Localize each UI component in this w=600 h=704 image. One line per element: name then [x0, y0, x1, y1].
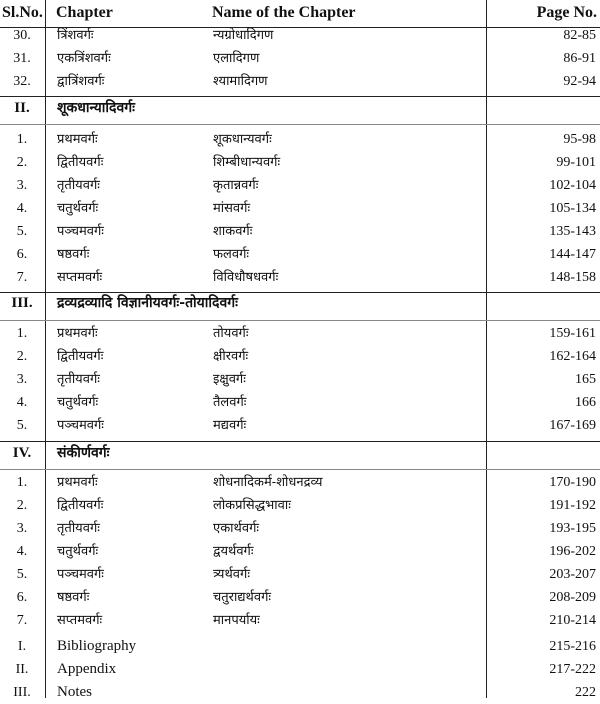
- toc-row: [0, 197, 600, 220]
- sl-no: I.: [17, 639, 27, 654]
- chapter-cell: पञ्चमवर्गः: [57, 224, 104, 239]
- page-number-cell: 210-214: [549, 613, 596, 628]
- page-number-cell: 86-91: [563, 51, 596, 66]
- sl-no: 1.: [16, 475, 28, 490]
- header-page-no: Page No.: [536, 4, 597, 21]
- chapter-name-cell: द्वयर्थवर्गः: [213, 544, 254, 559]
- toc-row: [0, 681, 600, 704]
- toc-row: [0, 494, 600, 517]
- page-number-cell: 105-134: [549, 201, 596, 216]
- chapter-name-cell: क्षीरवर्गः: [213, 349, 249, 364]
- toc-row: [0, 609, 600, 632]
- chapter-cell: चतुर्थवर्गः: [57, 395, 99, 410]
- page-number-cell: 165: [575, 372, 596, 387]
- section-rule: [0, 96, 600, 97]
- sl-no: 3.: [16, 372, 28, 387]
- toc-row: [0, 563, 600, 586]
- page-number-cell: 135-143: [549, 224, 596, 239]
- chapter-cell: त्रिंशवर्गः: [57, 28, 94, 43]
- chapter-cell: एकत्रिंशवर्गः: [57, 51, 111, 66]
- section-underline: [0, 469, 600, 470]
- page-number-cell: 99-101: [556, 155, 596, 170]
- sl-no: II.: [15, 662, 29, 677]
- chapter-name-cell: त्र्यर्थवर्गः: [213, 567, 250, 582]
- sl-no: 2.: [16, 155, 28, 170]
- section-row: [0, 442, 600, 465]
- sl-no: 6.: [16, 590, 28, 605]
- chapter-name-cell: श्यामादिगण: [213, 74, 268, 89]
- sl-no: 7.: [16, 613, 28, 628]
- toc-row: [0, 220, 600, 243]
- chapter-name-cell: चतुराद्यर्थवर्गः: [213, 590, 272, 605]
- header-sl-no: Sl.No.: [2, 4, 43, 21]
- section-title: संकीर्णवर्गः: [57, 445, 110, 461]
- chapter-name-cell: शिम्बीधान्यवर्गः: [213, 155, 281, 170]
- page-number-cell: 196-202: [549, 544, 596, 559]
- page-number-cell: 95-98: [563, 132, 596, 147]
- header-chapter: Chapter: [56, 4, 113, 21]
- chapter-cell: तृतीयवर्गः: [57, 521, 100, 536]
- chapter-name-cell: इक्षुवर्गः: [213, 372, 246, 387]
- page-number-cell: 102-104: [549, 178, 596, 193]
- page-number-cell: 92-94: [563, 74, 596, 89]
- chapter-name-cell: मद्यवर्गः: [213, 418, 247, 433]
- section-underline: [0, 124, 600, 125]
- page-number-cell: 203-207: [549, 567, 596, 582]
- page-number-cell: 191-192: [549, 498, 596, 513]
- chapter-cell: प्रथमवर्गः: [57, 475, 98, 490]
- section-underline: [0, 320, 600, 321]
- toc-row: [0, 128, 600, 151]
- section-rule: [0, 292, 600, 293]
- sl-no: 4.: [16, 544, 28, 559]
- page-number-cell: 144-147: [549, 247, 596, 262]
- section-title: शूकधान्यादिवर्गः: [57, 100, 135, 116]
- sl-no: III.: [11, 295, 33, 311]
- chapter-name-cell: तैलवर्गः: [213, 395, 247, 410]
- section-rule: [0, 441, 600, 442]
- toc-row: [0, 47, 600, 70]
- page-number-cell: 82-85: [563, 28, 596, 43]
- chapter-cell: पञ्चमवर्गः: [57, 567, 104, 582]
- toc-row: [0, 70, 600, 93]
- chapter-cell: द्वितीयवर्गः: [57, 498, 104, 513]
- chapter-cell: पञ्चमवर्गः: [57, 418, 104, 433]
- chapter-cell: चतुर्थवर्गः: [57, 544, 99, 559]
- chapter-cell: षष्ठवर्गः: [57, 247, 90, 262]
- chapter-cell: Notes: [57, 684, 92, 700]
- sl-no: 5.: [16, 567, 28, 582]
- toc-row: [0, 174, 600, 197]
- chapter-cell: प्रथमवर्गः: [57, 132, 98, 147]
- page-number-cell: 215-216: [549, 639, 596, 654]
- chapter-cell: तृतीयवर्गः: [57, 372, 100, 387]
- toc-row: [0, 322, 600, 345]
- chapter-cell: द्वात्रिंशवर्गः: [57, 74, 105, 89]
- toc-row: [0, 658, 600, 681]
- toc-row: [0, 24, 600, 47]
- section-row: [0, 292, 600, 315]
- page-number-cell: 166: [575, 395, 596, 410]
- page-number-cell: 208-209: [549, 590, 596, 605]
- chapter-name-cell: एलादिगण: [213, 51, 260, 66]
- sl-no: 1.: [16, 132, 28, 147]
- sl-no: 6.: [16, 247, 28, 262]
- chapter-name-cell: कृतान्नवर्गः: [213, 178, 259, 193]
- toc-row: [0, 243, 600, 266]
- section-row: [0, 97, 600, 120]
- chapter-cell: Appendix: [57, 661, 117, 677]
- chapter-name-cell: फलवर्गः: [213, 247, 250, 262]
- chapter-cell: षष्ठवर्गः: [57, 590, 90, 605]
- toc-row: [0, 266, 600, 289]
- page-number-cell: 170-190: [549, 475, 596, 490]
- chapter-cell: सप्तमवर्गः: [57, 613, 103, 628]
- chapter-cell: सप्तमवर्गः: [57, 270, 103, 285]
- page-number-cell: 193-195: [549, 521, 596, 536]
- sl-no: 4.: [16, 395, 28, 410]
- chapter-cell: द्वितीयवर्गः: [57, 155, 104, 170]
- sl-no: 31.: [13, 51, 31, 66]
- toc-row: [0, 391, 600, 414]
- toc-row: [0, 345, 600, 368]
- toc-row: [0, 540, 600, 563]
- sl-no: 1.: [16, 326, 28, 341]
- chapter-cell: चतुर्थवर्गः: [57, 201, 99, 216]
- chapter-name-cell: तोयवर्गः: [213, 326, 249, 341]
- sl-no: II.: [14, 100, 30, 116]
- toc-row: [0, 586, 600, 609]
- page-number-cell: 217-222: [549, 662, 596, 677]
- sl-no: 30.: [13, 28, 31, 43]
- toc-row: [0, 151, 600, 174]
- sl-no: IV.: [12, 445, 32, 461]
- chapter-name-cell: मानपर्यायः: [213, 613, 260, 628]
- sl-no: 3.: [16, 178, 28, 193]
- page-number-cell: 159-161: [549, 326, 596, 341]
- page-number-cell: 148-158: [549, 270, 596, 285]
- chapter-name-cell: एकार्थवर्गः: [213, 521, 260, 536]
- page-number-cell: 167-169: [549, 418, 596, 433]
- toc-row: [0, 517, 600, 540]
- sl-no: 5.: [16, 224, 28, 239]
- chapter-cell: द्वितीयवर्गः: [57, 349, 104, 364]
- sl-no: III.: [13, 685, 31, 700]
- chapter-cell: Bibliography: [57, 638, 137, 654]
- chapter-name-cell: लोकप्रसिद्धभावाः: [213, 498, 291, 513]
- sl-no: 2.: [16, 349, 28, 364]
- toc-row: [0, 635, 600, 658]
- chapter-name-cell: मांसवर्गः: [213, 201, 251, 216]
- toc-row: [0, 414, 600, 437]
- sl-no: 32.: [13, 74, 31, 89]
- sl-no: 5.: [16, 418, 28, 433]
- page-number-cell: 222: [575, 685, 596, 700]
- header-name-of-chapter: Name of the Chapter: [212, 4, 356, 21]
- sl-no: 2.: [16, 498, 28, 513]
- sl-no: 4.: [16, 201, 28, 216]
- sl-no: 3.: [16, 521, 28, 536]
- toc-row: [0, 471, 600, 494]
- chapter-cell: तृतीयवर्गः: [57, 178, 100, 193]
- chapter-name-cell: विविधौषधवर्गः: [213, 270, 279, 285]
- toc-row: [0, 368, 600, 391]
- chapter-name-cell: शोधनादिकर्म-शोधनद्रव्य: [213, 475, 323, 490]
- page-number-cell: 162-164: [549, 349, 596, 364]
- chapter-name-cell: शाकवर्गः: [213, 224, 253, 239]
- chapter-cell: प्रथमवर्गः: [57, 326, 98, 341]
- section-title: द्रव्यद्रव्यादि विज्ञानीयवर्गः-तोयादिवर्गः: [57, 295, 238, 311]
- chapter-name-cell: न्यग्रोधादिगण: [213, 28, 274, 43]
- chapter-name-cell: शूकधान्यवर्गः: [213, 132, 272, 147]
- sl-no: 7.: [16, 270, 28, 285]
